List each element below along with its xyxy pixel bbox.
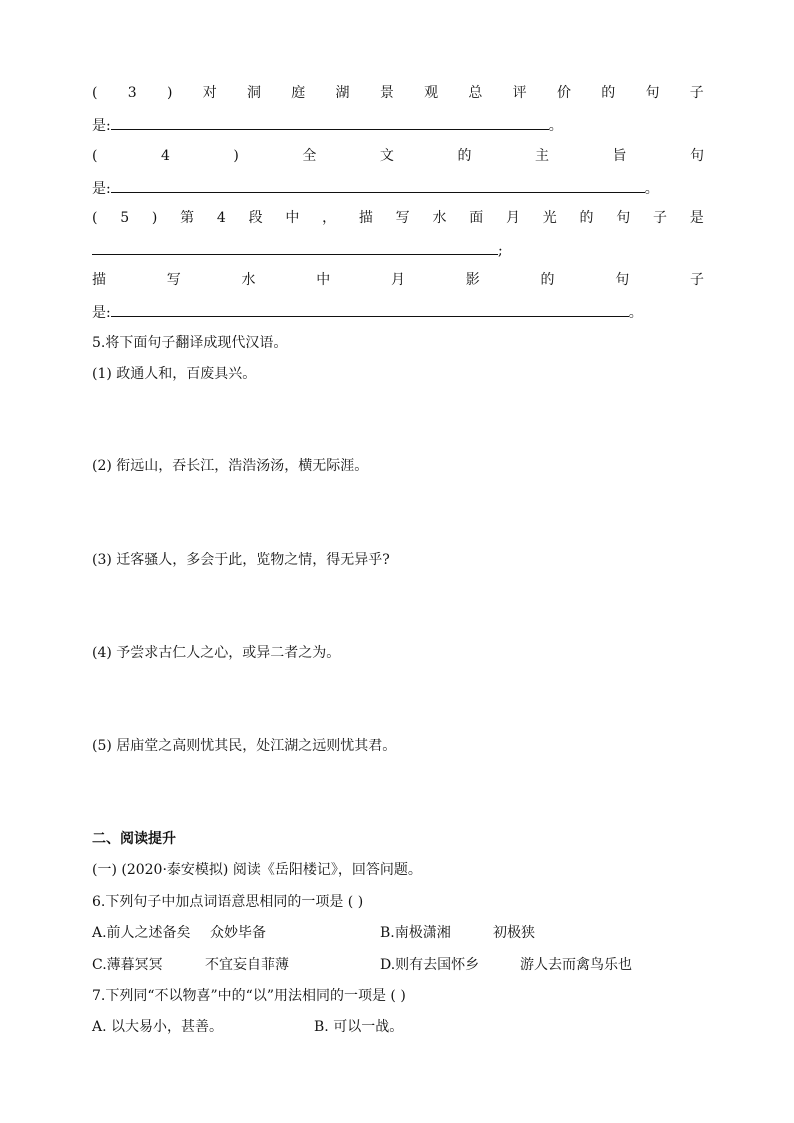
prompt-char: 描 [358, 210, 373, 226]
q4-5-prompt [92, 208, 704, 228]
prompt-char: 句 [689, 148, 704, 164]
prompt-char: 是 [689, 210, 704, 226]
prompt-char: 评 [512, 85, 527, 101]
q6-option-b[interactable]: B.南极潇湘 [380, 925, 451, 941]
prompt-char: 中 [285, 210, 300, 226]
prompt-char: 句 [645, 85, 660, 101]
q5-title: 5.将下面句子翻译成现代汉语。 [92, 335, 288, 351]
q6-options-row-2 [92, 955, 704, 975]
section-heading: 二、阅读提升 [92, 831, 176, 847]
prompt-char: 子 [690, 272, 704, 288]
prompt-char: 月 [391, 272, 405, 288]
q4-5-answer-line [92, 239, 704, 261]
q6-option-d[interactable]: D.则有去国怀乡 [380, 957, 480, 973]
q4-3-answer-line [92, 114, 704, 136]
q6-option-a[interactable]: A.前人之述备矣 [92, 925, 191, 941]
prompt-char: 水 [241, 272, 256, 288]
q6-option-d-pair: 游人去而禽鸟乐也 [520, 957, 632, 973]
q4-4-answer-line [92, 177, 704, 199]
prompt-char: 写 [166, 272, 181, 288]
prompt-char: 月 [505, 210, 520, 226]
prompt-char: 4 [216, 210, 226, 226]
prompt-char: 的 [579, 210, 594, 226]
answer-prefix: 是: [92, 118, 111, 134]
prompt-char: 价 [556, 85, 571, 101]
prompt-char: 洞 [246, 85, 261, 101]
prompt-char: ( [92, 85, 98, 101]
prompt-char: 段 [248, 210, 263, 226]
prompt-char: ( [92, 148, 98, 164]
q5-item-3: (3) 迁客骚人，多会于此，览物之情，得无异乎? [92, 552, 390, 568]
answer-prefix: 是: [92, 305, 111, 321]
q5-item-5: (5) 居庙堂之高则忧其民，处江湖之远则忧其君。 [92, 738, 397, 754]
prompt-char: 对 [202, 85, 217, 101]
q4-4-prompt [92, 146, 704, 166]
prompt-char: 中 [316, 272, 331, 288]
prompt-char: 描 [92, 272, 106, 288]
prompt-char: ) [166, 85, 173, 101]
answer-end: 。 [628, 305, 643, 321]
prompt-char: ( [92, 210, 98, 226]
prompt-char: 旨 [612, 148, 627, 164]
q6-option-c[interactable]: C.薄暮冥冥 [92, 957, 163, 973]
q5-item-1: (1) 政通人和，百废具兴。 [92, 366, 257, 382]
q6-stem: 6.下列句子中加点词语意思相同的一项是 ( ) [92, 894, 364, 910]
prompt-char: 水 [432, 210, 447, 226]
prompt-char: 5 [120, 210, 130, 226]
q5-item-4: (4) 予尝求古仁人之心，或异二者之为。 [92, 645, 341, 661]
q7-stem: 7.下列同“不以物喜”中的“以”用法相同的一项是 ( ) [92, 988, 406, 1004]
prompt-char: 子 [653, 210, 668, 226]
prompt-char: 影 [465, 272, 480, 288]
q4-5b-answer-line [92, 301, 704, 323]
prompt-char: 景 [379, 85, 394, 101]
prompt-char: 主 [534, 148, 549, 164]
prompt-char: 全 [302, 148, 317, 164]
prompt-char: 写 [395, 210, 410, 226]
answer-blank[interactable] [111, 177, 645, 193]
q7-options-row [92, 1017, 704, 1037]
answer-end: 。 [548, 118, 563, 134]
prompt-char: 3 [127, 85, 137, 101]
answer-end: ; [498, 243, 503, 259]
prompt-char: 的 [457, 148, 472, 164]
passage-intro: (一) (2020·泰安模拟) 阅读《岳阳楼记》，回答问题。 [92, 862, 422, 878]
answer-blank[interactable] [92, 239, 498, 255]
prompt-char: ) [233, 148, 239, 164]
q6-option-b-pair: 初极狭 [493, 925, 535, 941]
prompt-char: 庭 [291, 85, 306, 101]
prompt-char: ， [322, 210, 337, 226]
prompt-char: 文 [379, 148, 394, 164]
prompt-char: 的 [540, 272, 555, 288]
answer-end: 。 [644, 181, 659, 197]
q4-3-prompt [92, 83, 704, 103]
prompt-char: 的 [601, 85, 616, 101]
prompt-char: 面 [469, 210, 484, 226]
q6-options-row-1 [92, 923, 704, 943]
q6-option-a-pair: 众妙毕备 [210, 925, 266, 941]
prompt-char: 湖 [335, 85, 350, 101]
q7-option-b[interactable]: B. 可以一战。 [314, 1019, 404, 1035]
q7-option-a[interactable]: A. 以大易小，甚善。 [92, 1019, 224, 1035]
prompt-char: 句 [616, 210, 631, 226]
prompt-char: 第 [180, 210, 195, 226]
q4-5b-prompt [92, 270, 704, 290]
answer-prefix: 是: [92, 181, 111, 197]
prompt-char: 句 [615, 272, 630, 288]
prompt-char: ) [151, 210, 158, 226]
q6-option-c-pair: 不宜妄自菲薄 [205, 957, 289, 973]
q5-item-2: (2) 衔远山，吞长江，浩浩汤汤，横无际涯。 [92, 458, 369, 474]
prompt-char: 总 [468, 85, 483, 101]
answer-blank[interactable] [111, 301, 629, 317]
prompt-char: 4 [160, 148, 170, 164]
prompt-char: 子 [689, 85, 704, 101]
prompt-char: 光 [542, 210, 557, 226]
prompt-char: 观 [424, 85, 439, 101]
answer-blank[interactable] [111, 114, 549, 130]
